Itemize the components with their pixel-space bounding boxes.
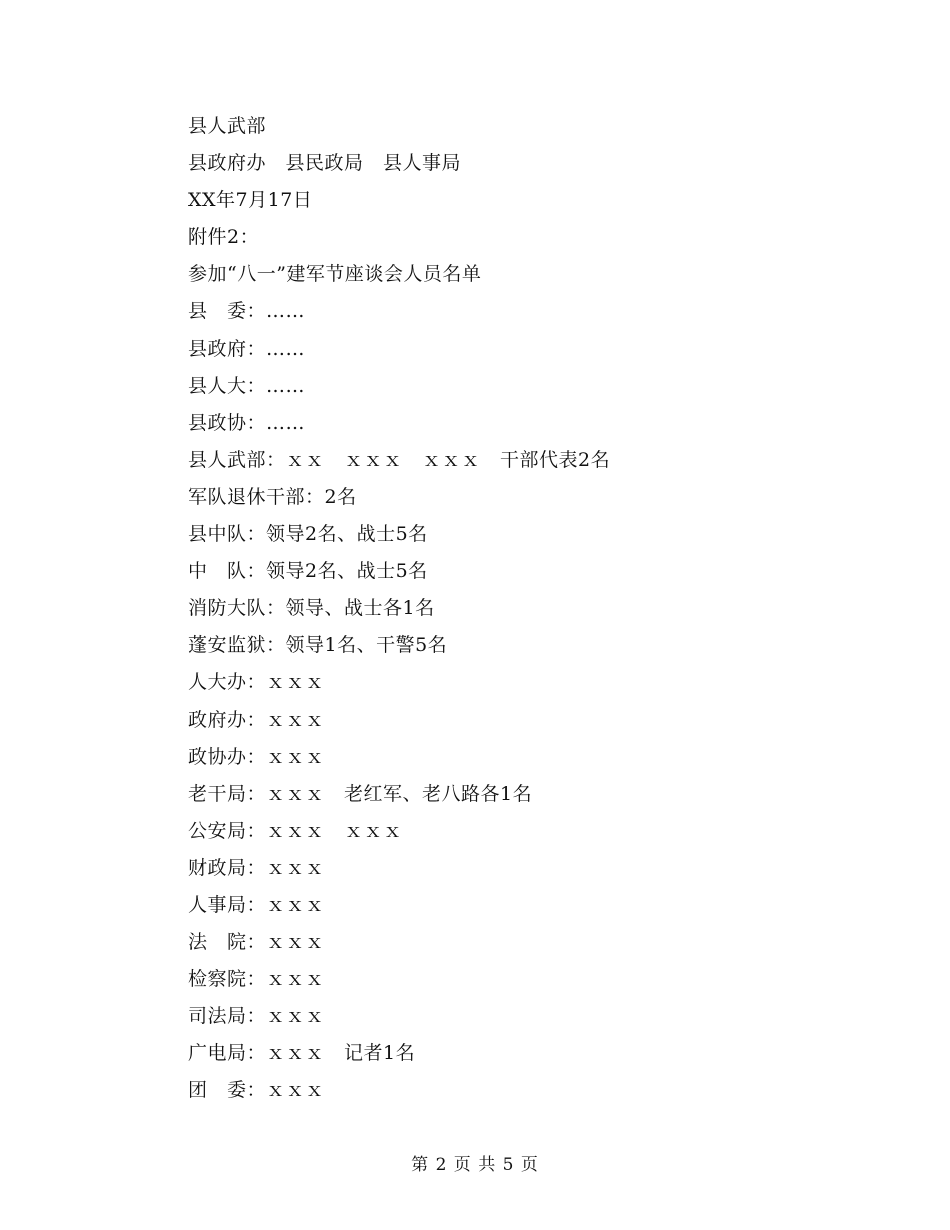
list-item: 团 委：ｘｘｘ	[188, 1079, 325, 1102]
list-item: 中 队：领导2名、战士5名	[188, 560, 428, 583]
list-item: 人事局：ｘｘｘ	[188, 893, 325, 916]
list-item: 政协办：ｘｘｘ	[188, 745, 325, 768]
text-line: 县政府办 县民政局 县人事局	[188, 152, 462, 175]
list-item: 蓬安监狱：领导1名、干警5名	[188, 634, 448, 657]
list-item: 政府办：ｘｘｘ	[188, 708, 325, 731]
list-item: 县中队：领导2名、战士5名	[188, 523, 428, 546]
page-number-footer: 第 2 页 共 5 页	[411, 1155, 539, 1175]
list-item: 公安局：ｘｘｘ ｘｘｘ	[188, 819, 403, 842]
list-item: 法 院：ｘｘｘ	[188, 931, 325, 954]
list-item: 老干局：ｘｘｘ 老红军、老八路各1名	[188, 782, 533, 805]
list-item: 检察院：ｘｘｘ	[188, 968, 325, 991]
list-item: 县政府：……	[188, 337, 306, 360]
list-title: 参加“八一”建军节座谈会人员名单	[188, 263, 482, 286]
list-item: 司法局：ｘｘｘ	[188, 1005, 325, 1028]
document-body	[188, 108, 888, 1110]
list-item: 县人武部：ｘｘ ｘｘｘ ｘｘｘ 干部代表2名	[188, 448, 611, 471]
text-line: 县人武部	[188, 115, 267, 137]
list-item: 消防大队：领导、战士各1名	[188, 597, 435, 620]
list-item: 财政局：ｘｘｘ	[188, 856, 325, 879]
date-line: XX年7月17日	[188, 189, 313, 212]
list-item: 军队退休干部：2名	[188, 485, 357, 508]
list-item: 县 委：……	[188, 300, 306, 323]
attachment-label: 附件2：	[188, 226, 260, 249]
list-item: 广电局：ｘｘｘ 记者1名	[188, 1042, 416, 1065]
list-item: 县人大：……	[188, 374, 306, 397]
list-item: 人大办：ｘｘｘ	[188, 671, 325, 694]
list-item: 县政协：……	[188, 411, 306, 434]
